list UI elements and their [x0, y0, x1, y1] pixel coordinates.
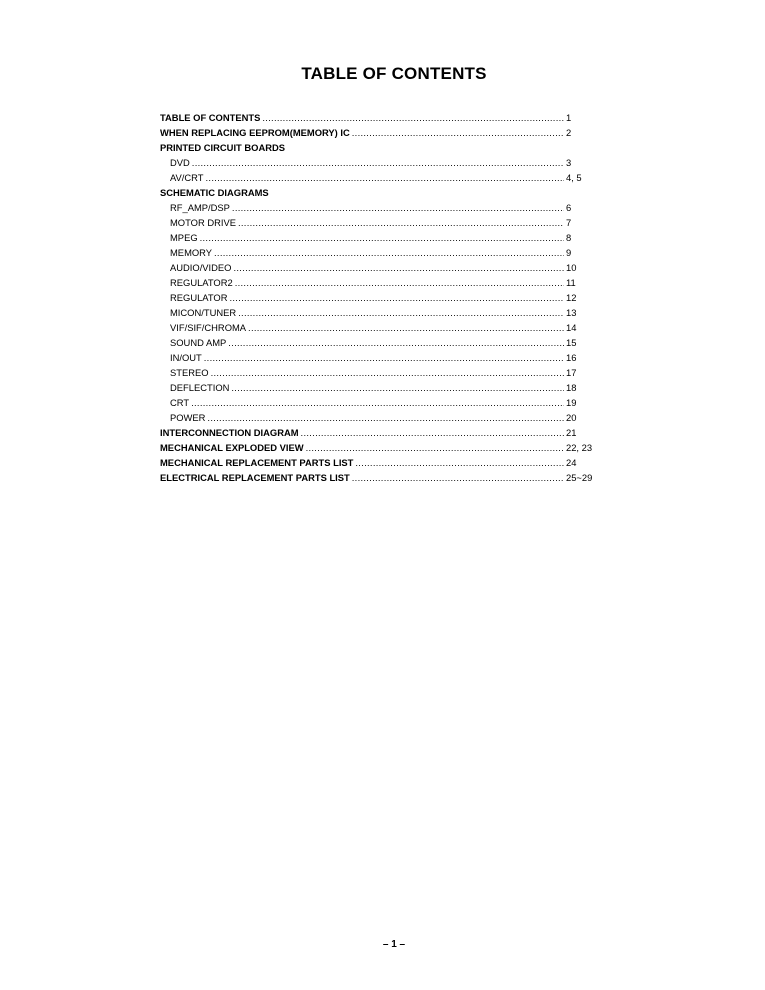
toc-entry-label: IN/OUT	[170, 352, 202, 363]
toc-leader-dots	[231, 380, 564, 395]
toc-entry-page: 10	[566, 262, 577, 273]
toc-entry-page: 6	[566, 202, 572, 213]
toc-entry-page: 7	[566, 217, 572, 228]
page-number: – 1 –	[382, 939, 406, 950]
toc-entry-table-of-contents	[160, 110, 600, 125]
toc-entry-in-out	[160, 350, 600, 365]
toc-entry-label: CRT	[170, 397, 190, 408]
toc-entry-rf-amp-dsp	[160, 200, 600, 215]
toc-entry-page: 20	[566, 412, 577, 423]
toc-leader-dots	[248, 320, 564, 335]
toc-entry-label: VIF/SIF/CHROMA	[170, 322, 247, 333]
toc-entry-label: TABLE OF CONTENTS	[160, 112, 261, 123]
toc-leader-dots	[206, 170, 564, 185]
toc-entry-page: 9	[566, 247, 572, 258]
toc-leader-dots	[211, 365, 564, 380]
toc-entry-interconnection-diagram	[160, 425, 600, 440]
toc-section-heading-printed-circuit-boards: PRINTED CIRCUIT BOARDS	[160, 142, 286, 153]
toc-entry-vif-sif-chroma	[160, 320, 600, 335]
toc-entry-page: 3	[566, 157, 572, 168]
toc-entry-label: MICON/TUNER	[170, 307, 237, 318]
toc-entry-page: 1	[566, 112, 572, 123]
toc-leader-dots	[233, 260, 564, 275]
toc-entry-regulator2	[160, 275, 600, 290]
toc-leader-dots	[207, 410, 564, 425]
toc-entry-mechanical-exploded-view	[160, 440, 600, 455]
toc-leader-dots	[192, 155, 564, 170]
toc-entry-page: 4, 5	[566, 172, 582, 183]
toc-entry-label: DVD	[170, 157, 190, 168]
toc-entry-page: 22, 23	[566, 442, 593, 453]
toc-entry-label: DEFLECTION	[170, 382, 230, 393]
toc-entry-label: MPEG	[170, 232, 198, 243]
toc-leader-dots	[355, 455, 564, 470]
toc-entry-electrical-replacement-parts-list	[160, 470, 600, 485]
toc-leader-dots	[191, 395, 564, 410]
toc-entry-power	[160, 410, 600, 425]
toc-entry-label: POWER	[170, 412, 206, 423]
toc-entry-label: INTERCONNECTION DIAGRAM	[160, 427, 299, 438]
toc-leader-dots	[352, 125, 564, 140]
toc-entry-label: REGULATOR	[170, 292, 228, 303]
toc-entry-av-crt	[160, 170, 600, 185]
toc-entry-label: SOUND AMP	[170, 337, 227, 348]
toc-leader-dots	[352, 470, 564, 485]
toc-leader-dots	[200, 230, 564, 245]
page-title: TABLE OF CONTENTS	[301, 64, 487, 83]
toc-entry-page: 21	[566, 427, 577, 438]
toc-leader-dots	[228, 335, 564, 350]
toc-entry-label: AUDIO/VIDEO	[170, 262, 232, 273]
toc-leader-dots	[238, 215, 564, 230]
toc-entry-dvd	[160, 155, 600, 170]
toc-entry-motor-drive	[160, 215, 600, 230]
table-of-contents	[160, 110, 600, 485]
toc-entry-page: 17	[566, 367, 577, 378]
toc-entry-regulator	[160, 290, 600, 305]
toc-entry-micon-tuner	[160, 305, 600, 320]
toc-leader-dots	[262, 110, 564, 125]
toc-leader-dots	[214, 245, 564, 260]
toc-entry-crt	[160, 395, 600, 410]
toc-entry-stereo	[160, 365, 600, 380]
toc-leader-dots	[306, 440, 564, 455]
toc-entry-label: MECHANICAL REPLACEMENT PARTS LIST	[160, 457, 354, 468]
toc-entry-memory	[160, 245, 600, 260]
toc-entry-label: MOTOR DRIVE	[170, 217, 236, 228]
toc-entry-label: AV/CRT	[170, 172, 204, 183]
toc-entry-mpeg	[160, 230, 600, 245]
toc-entry-label: ELECTRICAL REPLACEMENT PARTS LIST	[160, 472, 350, 483]
toc-leader-dots	[235, 275, 564, 290]
toc-entry-deflection	[160, 380, 600, 395]
toc-leader-dots	[232, 200, 564, 215]
toc-entry-sound-amp	[160, 335, 600, 350]
toc-leader-dots	[229, 290, 564, 305]
toc-entry-label: REGULATOR2	[170, 277, 233, 288]
toc-entry-page: 2	[566, 127, 572, 138]
toc-leader-dots	[238, 305, 564, 320]
toc-entry-page: 15	[566, 337, 577, 348]
toc-entry-page: 24	[566, 457, 577, 468]
toc-entry-page: 8	[566, 232, 572, 243]
toc-entry-replacing-eeprom	[160, 125, 600, 140]
toc-entry-page: 12	[566, 292, 577, 303]
toc-entry-page: 25~29	[566, 472, 593, 483]
toc-entry-label: MECHANICAL EXPLODED VIEW	[160, 442, 304, 453]
toc-entry-page: 18	[566, 382, 577, 393]
toc-entry-label: RF_AMP/DSP	[170, 202, 230, 213]
toc-section-heading-schematic-diagrams: SCHEMATIC DIAGRAMS	[160, 187, 269, 198]
toc-entry-page: 16	[566, 352, 577, 363]
toc-entry-page: 14	[566, 322, 577, 333]
toc-entry-page: 19	[566, 397, 577, 408]
toc-entry-page: 11	[566, 277, 576, 288]
toc-entry-label: STEREO	[170, 367, 209, 378]
toc-entry-label: WHEN REPLACING EEPROM(MEMORY) IC	[160, 127, 350, 138]
toc-entry-label: MEMORY	[170, 247, 213, 258]
toc-entry-mechanical-replacement-parts-list	[160, 455, 600, 470]
toc-entry-page: 13	[566, 307, 577, 318]
toc-entry-audio-video	[160, 260, 600, 275]
toc-leader-dots	[301, 425, 564, 440]
toc-leader-dots	[204, 350, 564, 365]
